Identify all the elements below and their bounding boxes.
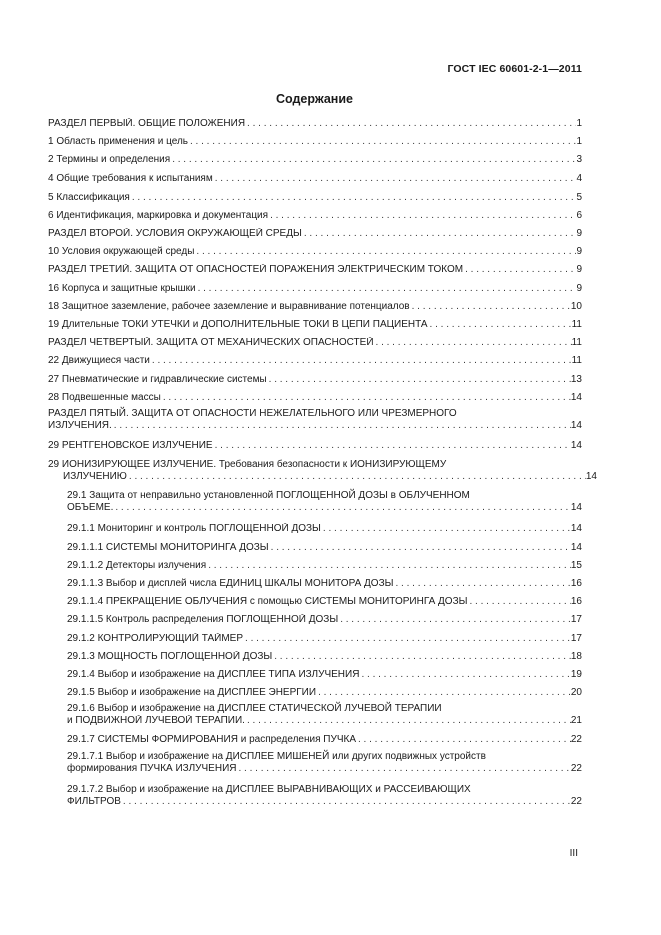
dot-leader (196, 283, 577, 295)
toc-entry-page: 11 (571, 355, 582, 366)
toc-entry[interactable] (48, 118, 582, 130)
dot-leader (113, 502, 571, 514)
dot-leader (150, 355, 572, 367)
toc-entry-title: 18 Защитное заземление, рабочее заземление и выравнивание потенциалов (48, 301, 410, 312)
toc-entry-title: и ПОДВИЖНОЙ ЛУЧЕВОЙ ТЕРАПИИ. (67, 715, 245, 726)
toc-entry-title: 1 Область применения и цель (48, 136, 188, 147)
dot-leader (121, 796, 571, 808)
toc-entry[interactable] (67, 523, 582, 535)
dot-leader (245, 715, 571, 727)
toc-entry-page: 6 (576, 210, 582, 221)
toc-entry[interactable] (48, 154, 582, 166)
dot-leader (213, 173, 577, 185)
dot-leader (302, 228, 577, 240)
toc-entry-page: 14 (570, 440, 582, 451)
toc-entry-page: 14 (585, 471, 597, 482)
toc-entry[interactable] (67, 784, 582, 808)
toc-entry-title: 29 РЕНТГЕНОВСКОЕ ИЗЛУЧЕНИЕ (48, 440, 213, 451)
dot-leader (236, 763, 570, 775)
dot-leader (112, 420, 571, 432)
page-number: III (569, 848, 578, 859)
dot-leader (127, 471, 586, 483)
toc-entry[interactable] (48, 246, 582, 258)
toc-entry-page: 13 (570, 374, 582, 385)
dot-leader (170, 154, 576, 166)
toc-entry-page: 10 (570, 301, 582, 312)
toc-entry-title: формирования ПУЧКА ИЗЛУЧЕНИЯ (67, 763, 237, 774)
dot-leader (463, 264, 576, 276)
toc-entry-page: 22 (570, 796, 582, 807)
toc-entry-page: 21 (570, 715, 582, 726)
toc-entry-page: 17 (570, 633, 582, 644)
toc-entry-page: 14 (570, 502, 582, 513)
toc-entry-page: 20 (570, 687, 582, 698)
toc-entry[interactable] (48, 264, 582, 276)
toc-entry-page: 9 (576, 228, 582, 239)
toc-entry-title: 29.1.4 Выбор и изображение на ДИСПЛЕЕ ТИПА ИЗЛУЧЕНИЯ (67, 669, 360, 680)
dot-leader (321, 523, 571, 535)
dot-leader (130, 192, 577, 204)
toc-entry-title: 19 Длительные ТОКИ УТЕЧКИ и ДОПОЛНИТЕЛЬНЫЕ ТОКИ В ЦЕПИ ПАЦИЕНТА (48, 319, 428, 330)
toc-entry-title: 29.1.1.3 Выбор и дисплей числа ЕДИНИЦ ШКАЛЫ МОНИТОРА ДОЗЫ (67, 578, 394, 589)
toc-entry[interactable] (67, 578, 582, 590)
dot-leader (374, 337, 572, 349)
toc-entry-title: ФИЛЬТРОВ (67, 796, 121, 807)
toc-entry-title: ИЗЛУЧЕНИЮ (63, 471, 127, 482)
toc-entry-page: 9 (576, 283, 582, 294)
toc-entry-title-line: 29.1 Защита от неправильно установленной ПОГЛОЩЕННОЙ ДОЗЫ в ОБЛУЧЕННОМ (67, 490, 470, 501)
toc-entry[interactable] (67, 614, 582, 626)
toc-entry-title: 5 Классификация (48, 192, 130, 203)
dot-leader (428, 319, 572, 331)
toc-entry-page: 22 (570, 734, 582, 745)
dot-leader (272, 651, 571, 663)
toc-entry-title: 29.1.1.4 ПРЕКРАЩЕНИЕ ОБЛУЧЕНИЯ с помощью СИСТЕМЫ МОНИТОРИНГА ДОЗЫ (67, 596, 468, 607)
toc-entry[interactable] (48, 192, 582, 204)
toc-entry-title: 29.1.2 КОНТРОЛИРУЮЩИЙ ТАЙМЕР (67, 633, 244, 644)
dot-leader (467, 596, 570, 608)
dot-leader (393, 578, 570, 590)
toc-entry-title: ОБЪЕМЕ. (67, 502, 114, 513)
toc-entry-title: 29.1.3 МОЩНОСТЬ ПОГЛОЩЕННОЙ ДОЗЫ (67, 651, 273, 662)
toc-entry[interactable] (48, 173, 582, 185)
toc-entry-page: 16 (570, 578, 582, 589)
toc-entry-page: 19 (570, 669, 582, 680)
toc-entry-title: 29.1.1.2 Детекторы излучения (67, 560, 207, 571)
toc-entry[interactable] (48, 319, 582, 331)
toc-entry-title: 22 Движущиеся части (48, 355, 150, 366)
toc-entry[interactable] (67, 490, 582, 514)
standard-designation: ГОСТ IEC 60601-2-1—2011 (447, 63, 582, 75)
toc-entry-title: РАЗДЕЛ ВТОРОЙ. УСЛОВИЯ ОКРУЖАЮЩЕЙ СРЕДЫ (48, 228, 302, 239)
dot-leader (269, 542, 571, 554)
toc-entry-title: РАЗДЕЛ ТРЕТИЙ. ЗАЩИТА ОТ ОПАСНОСТЕЙ ПОРАЖЕНИЯ ЭЛЕКТРИЧЕСКИМ ТОКОМ (48, 264, 464, 275)
toc-entry[interactable] (48, 337, 582, 349)
toc-entry-page: 22 (570, 763, 582, 774)
toc-entry-page: 1 (576, 136, 582, 147)
toc-entry[interactable] (67, 651, 582, 663)
toc-entry[interactable] (67, 669, 582, 681)
toc-entry-title: 6 Идентификация, маркировка и документация (48, 210, 269, 221)
dot-leader (245, 118, 576, 130)
toc-entry-title: 16 Корпуса и защитные крышки (48, 283, 196, 294)
toc-entry-page: 9 (576, 246, 582, 257)
dot-leader (213, 440, 571, 452)
toc-entry-page: 4 (576, 173, 582, 184)
toc-entry[interactable] (67, 596, 582, 608)
toc-entry[interactable] (67, 751, 582, 775)
toc-entry-title: 29.1.1 Мониторинг и контроль ПОГЛОЩЕННОЙ ДОЗЫ (67, 523, 321, 534)
toc-entry[interactable] (48, 228, 582, 240)
toc-entry-title: 29.1.1.1 СИСТЕМЫ МОНИТОРИНГА ДОЗЫ (67, 542, 269, 553)
toc-entry-page: 17 (570, 614, 582, 625)
toc-entry[interactable] (67, 560, 582, 572)
toc-entry[interactable] (48, 392, 582, 404)
toc-entry-title: 29.1.1.5 Контроль распределения ПОГЛОЩЕННОЙ ДОЗЫ (67, 614, 339, 625)
toc-entry[interactable] (67, 703, 582, 727)
toc-entry-page: 1 (576, 118, 582, 129)
dot-leader (267, 374, 571, 386)
toc-entry-title: РАЗДЕЛ ЧЕТВЕРТЫЙ. ЗАЩИТА ОТ МЕХАНИЧЕСКИХ ОПАСНОСТЕЙ (48, 337, 374, 348)
toc-entry-page: 3 (576, 154, 582, 165)
toc-entry-title-line: 29 ИОНИЗИРУЮЩЕЕ ИЗЛУЧЕНИЕ. Требования безопасности к ИОНИЗИРУЮЩЕМУ (48, 459, 447, 470)
dot-leader (359, 669, 570, 681)
toc-entry-title: 29.1.5 Выбор и изображение на ДИСПЛЕЕ ЭНЕРГИИ (67, 687, 317, 698)
toc-entry-title: 27 Пневматические и гидравлические системы (48, 374, 267, 385)
page-title: Содержание (275, 92, 353, 106)
toc-entry-page: 14 (570, 420, 582, 431)
toc-entry-title-line: РАЗДЕЛ ПЯТЫЙ. ЗАЩИТА ОТ ОПАСНОСТИ НЕЖЕЛАТЕЛЬНОГО ИЛИ ЧРЕЗМЕРНОГО (48, 408, 457, 419)
dot-leader (243, 633, 571, 645)
toc-entry[interactable] (67, 734, 582, 746)
toc-entry-title: ИЗЛУЧЕНИЯ. (48, 420, 112, 431)
toc-entry-page: 9 (576, 264, 582, 275)
dot-leader (356, 734, 571, 746)
dot-leader (338, 614, 571, 626)
toc-entry[interactable] (48, 408, 582, 432)
dot-leader (410, 301, 571, 313)
toc-entry-page: 14 (570, 542, 582, 553)
toc-entry-page: 5 (576, 192, 582, 203)
toc-entry[interactable] (48, 210, 582, 222)
toc-entry-page: 15 (570, 560, 582, 571)
toc-entry-page: 11 (571, 319, 582, 330)
toc-entry[interactable] (48, 355, 582, 367)
toc-entry[interactable] (48, 374, 582, 386)
toc-entry-title-line: 29.1.6 Выбор и изображение на ДИСПЛЕЕ СТАТИЧЕСКОЙ ЛУЧЕВОЙ ТЕРАПИИ (67, 703, 442, 714)
toc-entry[interactable] (67, 633, 582, 645)
toc-entry-title-line: 29.1.7.1 Выбор и изображение на ДИСПЛЕЕ МИШЕНЕЙ или других подвижных устройств (67, 751, 486, 762)
toc-entry[interactable] (67, 542, 582, 554)
toc-entry-title: 2 Термины и определения (48, 154, 171, 165)
toc-entry-title: 28 Подвешенные массы (48, 392, 161, 403)
toc-entry-page: 16 (570, 596, 582, 607)
dot-leader (206, 560, 571, 572)
toc-entry-page: 18 (570, 651, 582, 662)
toc-entry-title: 4 Общие требования к испытаниям (48, 173, 213, 184)
dot-leader (188, 136, 576, 148)
toc-entry[interactable] (48, 301, 582, 313)
toc-entry-title: РАЗДЕЛ ПЕРВЫЙ. ОБЩИЕ ПОЛОЖЕНИЯ (48, 118, 246, 129)
dot-leader (316, 687, 571, 699)
toc-entry[interactable] (48, 283, 582, 295)
dot-leader (194, 246, 576, 258)
toc-entry-title-line: 29.1.7.2 Выбор и изображение на ДИСПЛЕЕ ВЫРАВНИВАЮЩИХ и РАССЕИВАЮЩИХ (67, 784, 471, 795)
toc-entry-page: 14 (570, 523, 582, 534)
toc-entry[interactable] (48, 136, 582, 148)
toc-entry-title: 10 Условия окружающей среды (48, 246, 195, 257)
toc-entry[interactable] (48, 459, 597, 483)
dot-leader (268, 210, 576, 222)
toc-entry-title: 29.1.7 СИСТЕМЫ ФОРМИРОВАНИЯ и распределения ПУЧКА (67, 734, 356, 745)
toc-entry-page: 14 (570, 392, 582, 403)
dot-leader (161, 392, 571, 404)
toc-entry[interactable] (48, 440, 582, 452)
toc-entry[interactable] (67, 687, 582, 699)
toc-entry-page: 11 (571, 337, 582, 348)
